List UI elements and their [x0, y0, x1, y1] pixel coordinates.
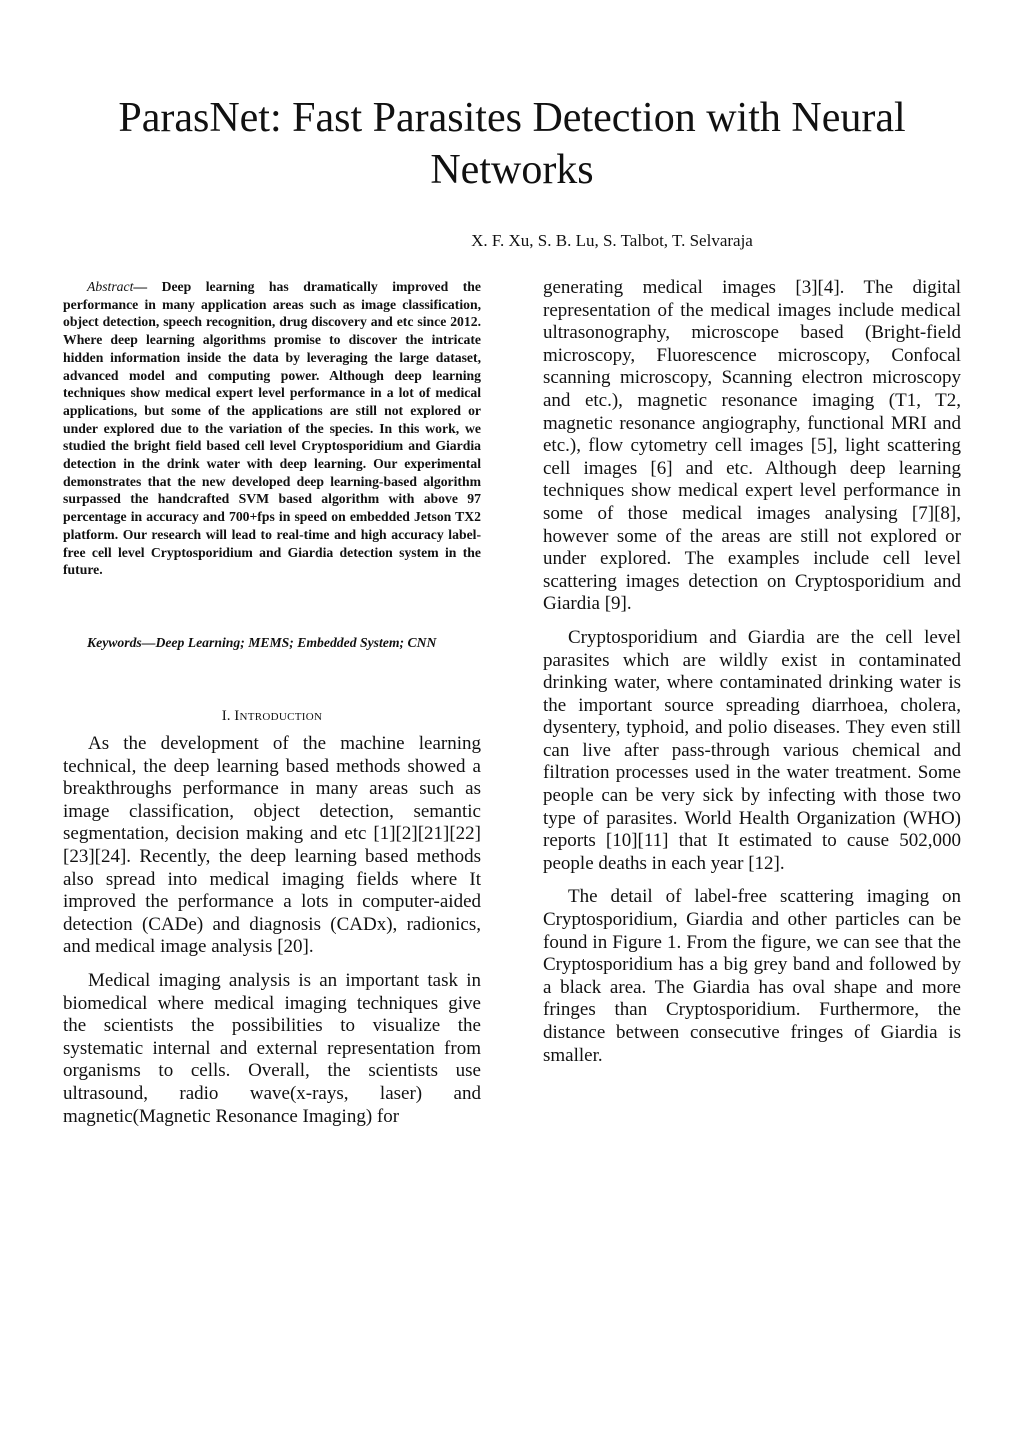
keywords: Keywords—Deep Learning; MEMS; Embedded System; CNN [87, 635, 437, 650]
right-paragraph-1: generating medical images [3][4]. The digital representation of the medical images include medical ultrasonography, microscope based (Bright-field microscopy, Fluorescence microscopy, Confocal scanning microscopy, Scanning electron microscopy and etc.), magnetic resonance imaging (T1, T2, magnetic resonance angiography, functional MRI and etc.), flow cytometry cell images [5], light scattering cell images [6] and etc. Although deep learning techniques show medical expert level performance in some of those medical images analysing [7][8], however some of the areas are still not explored or under explored. The examples include cell level scattering images detection on Cryptosporidium and Giardia [9]. [543, 277, 961, 615]
section-title: Introduction [234, 708, 323, 724]
intro-paragraph-2: Medical imaging analysis is an important task in biomedical where medical imaging techniques give the scientists the possibilities to visualize the systematic internal and external representation from organisms to cells. Overall, the scientists use ultrasound, radio wave(x-rays, laser) and magnetic(Magnetic Resonance Imaging) for [63, 969, 481, 1127]
paper-title: ParasNet: Fast Parasites Detection with Neural Networks [118, 95, 906, 193]
right-paragraph-2: Cryptosporidium and Giardia are the cell level parasites which are wildly exist in contaminated drinking water, where contaminated drinking water is the important source spreading diarrhoea, cholera, dysentery, typhoid, and polio diseases. They even still can live after pass-through various chemical and filtration processes used in the water treatment. Some people can be very sick by infecting with those two type of parasites. World Health Organization (WHO) reports [10][11] that It estimated to cause 502,000 people deaths in each year [12]. [543, 626, 961, 874]
right-column [543, 277, 961, 1078]
abstract [63, 278, 481, 579]
section-heading-introduction [63, 706, 481, 726]
intro-paragraph-1: As the development of the machine learning technical, the deep learning based methods showed a breakthroughs performance in many areas such as image classification, object detection, semantic segmentation, decision making and etc [1][2][21][22][23][24]. Recently, the deep learning based methods also spread into medical imaging fields where It improved the performance a lots in computer-aided detection (CADe) and diagnosis (CADx), radionics, and medical image analysis [20]. [63, 733, 481, 958]
abstract-text: Deep learning has dramatically improved the performance in many application areas such as image classification, object detection, speech recognition, drug discovery and etc since 2012. Where deep learning algorithms promise to discover the intricate hidden information inside the data by leveraging the large dataset, advanced model and computing power. Although deep learning techniques show medical expert level performance in a lot of medical applications, but some of the applications are still not explored or under explored due to the variation of the species. In this work, we studied the bright field based cell level Cryptosporidium and Giardia detection in the drink water with deep learning. Our experimental demonstrates that the new developed deep learning-based algorithm surpassed the handcrafted SVM based algorithm with above 97 percentage in accuracy and 700+fps in speed on embedded Jetson TX2 platform. Our research will lead to real-time and high accuracy label-free cell level Cryptosporidium and Giardia detection system in the future. [63, 279, 481, 578]
left-column [63, 733, 481, 1139]
abstract-dash: — [133, 279, 148, 294]
abstract-label: Abstract [87, 279, 134, 294]
right-paragraph-3: The detail of label-free scattering imaging on Cryptosporidium, Giardia and other particles can be found in Figure 1. From the figure, we can see that the Cryptosporidium has a big grey band and followed by a black area. The Giardia has oval shape and more fringes than Cryptosporidium. Furthermore, the distance between consecutive fringes of Giardia is smaller. [543, 886, 961, 1066]
section-number: I. [221, 708, 231, 724]
author-list: X. F. Xu, S. B. Lu, S. Talbot, T. Selvaraja [471, 231, 753, 250]
